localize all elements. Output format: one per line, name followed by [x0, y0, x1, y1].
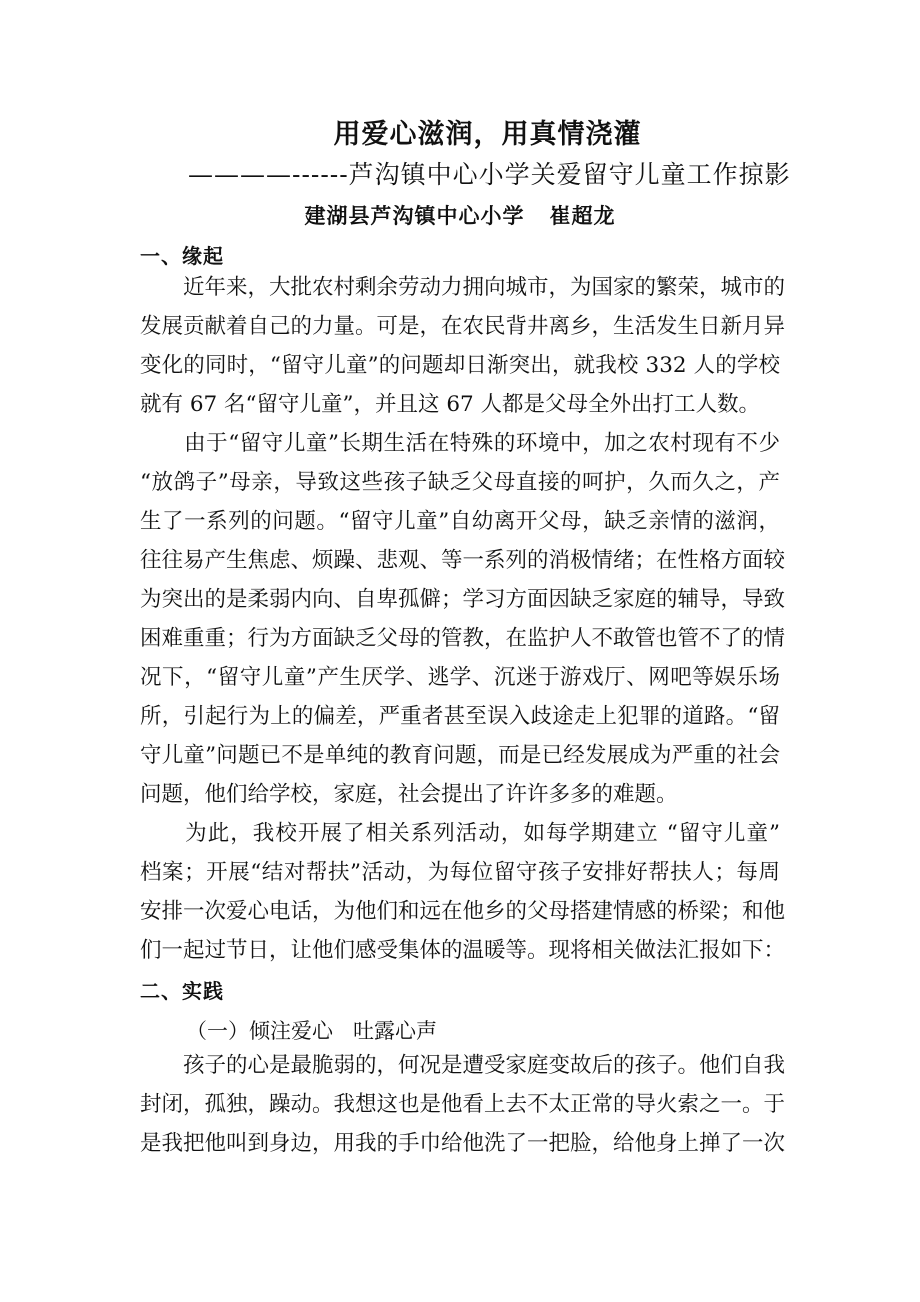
subsection-heading: （一）倾注爱心 吐露心声 [186, 1019, 438, 1043]
paragraph-line: 档案；开展“结对帮扶”活动，为每位留守孩子安排好帮扶人；每周 [140, 860, 780, 885]
section-heading-origin: 一、缘起 [140, 244, 224, 268]
paragraph-line: 困难重重；行为方面缺乏父母的管教，在监护人不敢管也管不了的情 [140, 626, 786, 651]
paragraph-line: 问题，他们给学校，家庭，社会提出了许许多多的难题。 [140, 782, 678, 807]
paragraph-line: 变化的同时，“留守儿童”的问题却日渐突出，就我校 332 人的学校 [140, 353, 780, 378]
paragraph-line: 安排一次爱心电话，为他们和远在他乡的父母搭建情感的桥梁；和他 [140, 899, 786, 924]
paragraph-line: 是我把他叫到身边，用我的手巾给他洗了一把脸，给他身上掸了一次 [140, 1131, 786, 1156]
paragraph-line: 封闭，孤独，躁动。我想这也是他看上去不太正常的导火索之一。于 [140, 1092, 786, 1117]
section-heading-practice: 二、实践 [140, 979, 224, 1003]
paragraph-line: 守儿童”问题已不是单纯的教育问题，而是已经发展成为严重的社会 [140, 743, 780, 768]
document-author: 建湖县芦沟镇中心小学 崔超龙 [304, 203, 616, 228]
paragraph-line: 们一起过节日，让他们感受集体的温暖等。现将相关做法汇报如下： [140, 938, 786, 963]
paragraph-line: 近年来，大批农村剩余劳动力拥向城市，为国家的繁荣，城市的 [140, 275, 786, 300]
paragraph-line: 为此，我校开展了相关系列活动，如每学期建立 “留守儿童” [140, 821, 780, 846]
paragraph-line: 孩子的心是最脆弱的，何况是遭受家庭变故后的孩子。他们自我 [140, 1053, 786, 1078]
paragraph-line: 况下，“留守儿童”产生厌学、逃学、沉迷于游戏厅、网吧等娱乐场 [140, 665, 780, 690]
paragraph-line: 由于“留守儿童”长期生活在特殊的环境中，加之农村现有不少 [140, 431, 780, 456]
document-title: 用爱心滋润，用真情浇灌 [333, 119, 642, 150]
paragraph-line: 生了一系列的问题。“留守儿童”自幼离开父母，缺乏亲情的滋润， [140, 509, 780, 534]
paragraph-line: 发展贡献着自己的力量。可是，在农民背井离乡，生活发生日新月异 [140, 314, 786, 339]
paragraph-line: 为突出的是柔弱内向、自卑孤僻；学习方面因缺乏家庭的辅导，导致 [140, 587, 786, 612]
paragraph-line: “放鸽子”母亲，导致这些孩子缺乏父母直接的呵护，久而久之，产 [140, 470, 780, 495]
paragraph-line: 所，引起行为上的偏差，严重者甚至误入歧途走上犯罪的道路。“留 [140, 704, 780, 729]
document-subtitle: ————------芦沟镇中心小学关爱留守儿童工作掠影 [188, 160, 791, 189]
paragraph-line: 就有 67 名“留守儿童”，并且这 67 人都是父母全外出打工人数。 [140, 392, 761, 417]
paragraph-line: 往往易产生焦虑、烦躁、悲观、等一系列的消极情绪；在性格方面较 [140, 548, 786, 573]
